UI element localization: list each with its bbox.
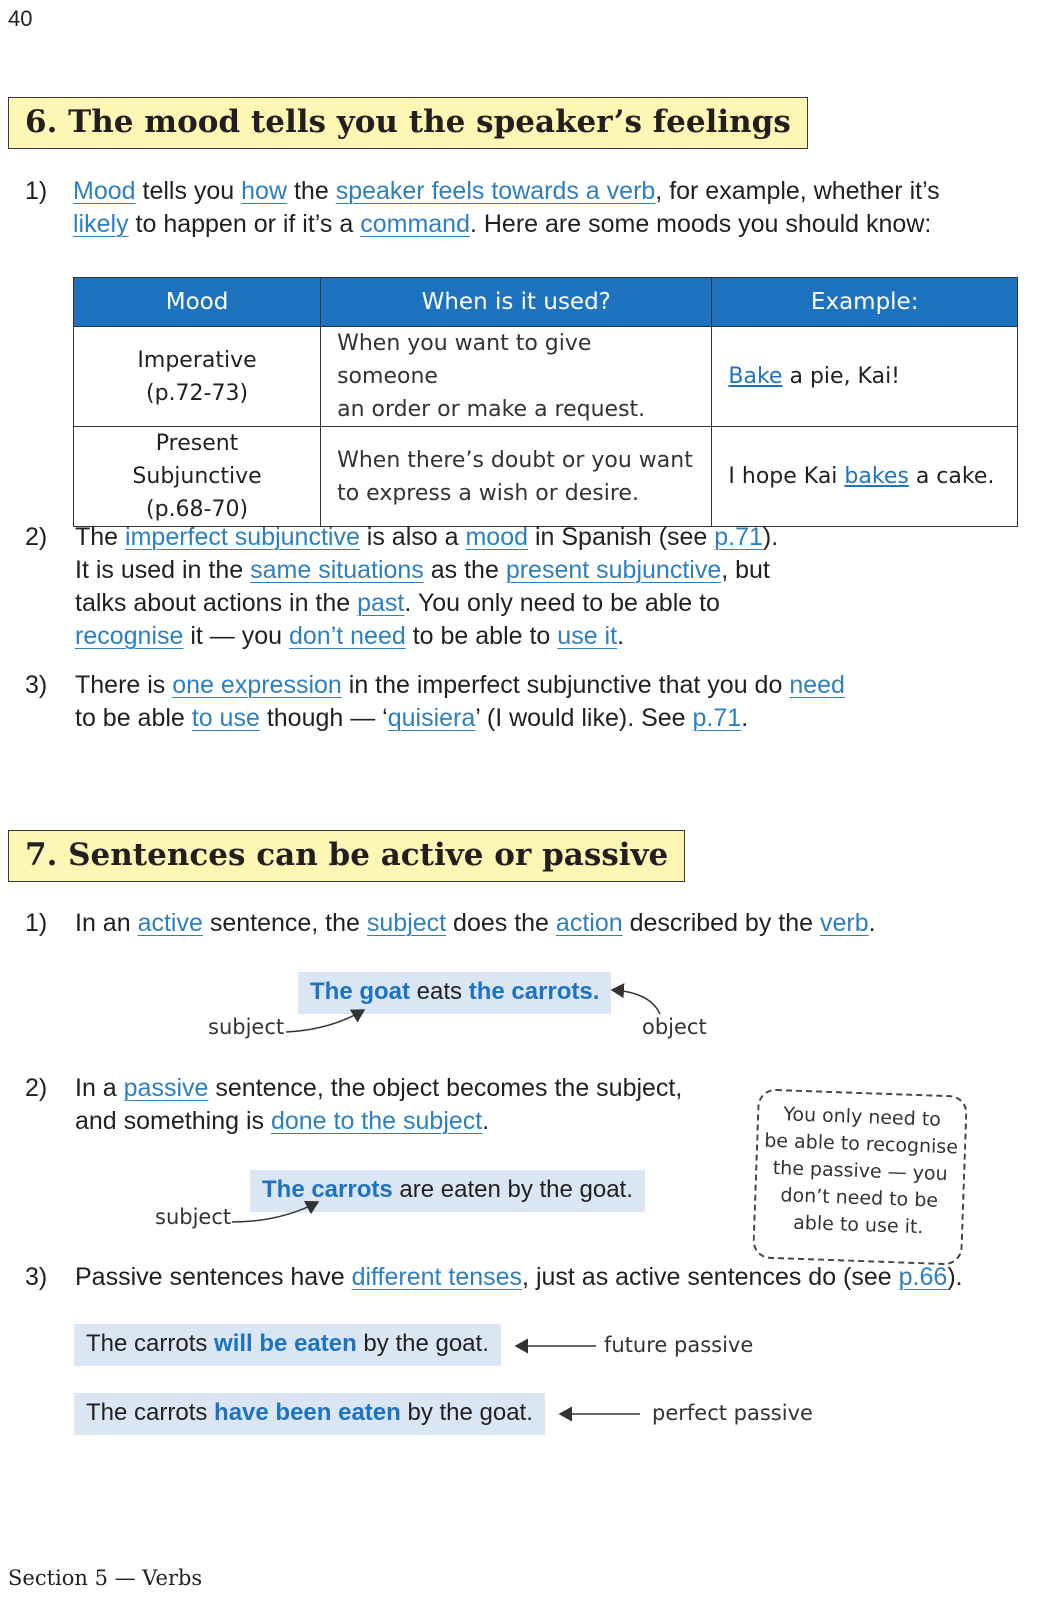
text-run: . [482,1107,490,1135]
key-term: passive [123,1074,209,1102]
text-run: The carrots [86,1330,215,1357]
text-run: . Here are some moods you should know: [469,210,932,238]
note-line: the passive — you [772,1156,949,1186]
key-term: p.71 [714,523,763,551]
key-term: don’t need [289,622,406,650]
section-7-heading: 7. Sentences can be active or passive [8,830,685,882]
subject-label: subject [155,1205,232,1229]
text-run: ). [762,523,779,551]
key-term: quisiera [387,704,476,732]
paragraph-line [75,1104,489,1138]
key-term: to use [191,704,260,732]
highlighted-phrase: The goat [310,978,410,1005]
item-number: 2) [25,1074,48,1102]
text-run: . You only need to be able to [404,589,720,617]
text-run: The [75,523,126,551]
item-number: 1) [25,909,48,937]
note-line: be able to recognise [763,1129,959,1159]
perfect-passive-label: perfect passive [652,1401,813,1425]
text-run: to be able [75,704,192,732]
key-term: active [137,909,203,937]
table-row [74,427,1018,527]
key-term: action [555,909,623,937]
table-row [74,327,1018,427]
paragraph-line [75,520,778,554]
future-passive-box [74,1324,501,1366]
text-run: it — you [183,622,289,650]
key-term: Mood [73,177,136,205]
paragraph-line [75,906,876,940]
item-number: 1) [25,177,48,205]
column-header: Mood [74,278,321,327]
usage-cell [321,327,712,427]
text-run: , just as active sentences do (see [522,1263,899,1291]
text-run: . [741,704,749,732]
key-term: command [360,210,470,238]
text-run: by the goat. [356,1330,489,1357]
note-line: don’t need to be [780,1184,939,1212]
usage-cell [321,427,712,527]
active-example-box [298,972,611,1014]
key-term: mood [465,523,529,551]
text-run: the [287,177,336,205]
passive-example-box [250,1170,645,1212]
key-term: verb [819,909,869,937]
key-term: p.66 [898,1263,948,1291]
example-cell [712,427,1018,527]
example-text: a pie, Kai! [782,364,901,389]
subject-label: subject [208,1015,285,1039]
key-term: present subjunctive [505,556,722,584]
text-run: are eaten by the goat. [392,1176,633,1203]
paragraph-line [75,701,748,735]
text-run: ’ (I would like). See [475,704,693,732]
text-run: eats [410,978,469,1005]
highlighted-phrase: have been eaten [214,1399,401,1426]
note-line: able to use it. [792,1211,924,1239]
text-run: There is [75,671,173,699]
example-text: I hope Kai [728,464,845,489]
key-term: speaker feels towards a verb [335,177,656,205]
paragraph-line [75,586,720,620]
usage-line: When you want to give someone [337,331,592,389]
highlighted-phrase: will be eaten [214,1330,357,1357]
text-run: in the imperfect subjunctive that you do [341,671,790,699]
text-run: to happen or if it’s a [128,210,361,238]
key-term: done to the subject [270,1107,483,1135]
object-label: object [642,1015,707,1039]
column-header: Example: [712,278,1018,327]
text-run: . [868,909,876,937]
item-number: 3) [25,671,48,699]
key-term: use it [557,622,618,650]
key-term: p.71 [692,704,742,732]
text-run: , but [721,556,770,584]
example-verb: bakes [844,464,909,489]
text-run: ). [947,1263,963,1291]
text-run: Passive sentences have [75,1263,352,1291]
text-run: . [617,622,625,650]
key-term: one expression [172,671,342,699]
text-run: talks about actions in the [75,589,358,617]
text-run: The carrots [86,1399,215,1426]
key-term: imperfect subjunctive [125,523,360,551]
text-run: sentence, the object becomes the subject, [208,1074,683,1102]
paragraph-line [73,207,931,241]
item-number: 2) [25,523,48,551]
mood-cell [74,427,321,527]
text-run: , for example, whether it’s [655,177,940,205]
text-run: tells you [135,177,242,205]
mood-cell [74,327,321,427]
mood-name: Present Subjunctive [132,431,262,489]
text-run: In a [75,1074,124,1102]
text-run: described by the [622,909,820,937]
table-header-row [74,278,1018,327]
mood-pages: (p.72-73) [146,380,249,406]
text-run: sentence, the [202,909,367,937]
mood-pages: (p.68-70) [146,497,249,522]
note-line: You only need to [782,1103,942,1131]
item-number: 3) [25,1263,48,1291]
highlighted-phrase: the carrots. [468,978,600,1005]
text-run: by the goat. [400,1399,533,1426]
paragraph-line [75,553,770,587]
example-cell [712,327,1018,427]
paragraph-line [75,668,845,702]
example-text: a cake. [908,464,995,489]
usage-line: to express a wish or desire. [337,480,639,506]
section-6-heading: 6. The mood tells you the speaker’s feelings [8,97,808,149]
text-run: though — ‘ [259,704,388,732]
mood-name: Imperative [137,347,257,373]
key-term: subject [366,909,447,937]
key-term: different tenses [351,1263,523,1291]
example-verb: Bake [728,364,783,389]
note-bubble [752,1088,968,1265]
mood-table [73,277,1018,527]
page-number: 40 [8,6,33,31]
text-run: is also a [359,523,466,551]
column-header: When is it used? [321,278,712,327]
text-run: to be able to [405,622,558,650]
key-term: same situations [250,556,424,584]
text-run: It is used in the [75,556,251,584]
section-footer: Section 5 — Verbs [8,1566,203,1590]
paragraph-line [75,619,624,653]
highlighted-phrase: The carrots [262,1176,393,1203]
text-run: in Spanish (see [528,523,715,551]
future-passive-label: future passive [604,1333,754,1357]
text-run: as the [423,556,506,584]
perfect-passive-box [74,1393,545,1435]
object-arrow [612,990,660,1014]
key-term: recognise [75,622,184,650]
usage-line: an order or make a request. [337,397,646,422]
key-term: need [789,671,845,699]
paragraph-line [73,174,940,208]
text-run: In an [75,909,138,937]
key-term: how [241,177,288,205]
usage-line: When there’s doubt or you want [337,447,693,473]
key-term: past [357,589,405,617]
paragraph-line [75,1071,682,1105]
paragraph-line [75,1260,963,1294]
text-run: and something is [75,1107,271,1135]
key-term: likely [73,210,129,238]
text-run: does the [446,909,556,937]
